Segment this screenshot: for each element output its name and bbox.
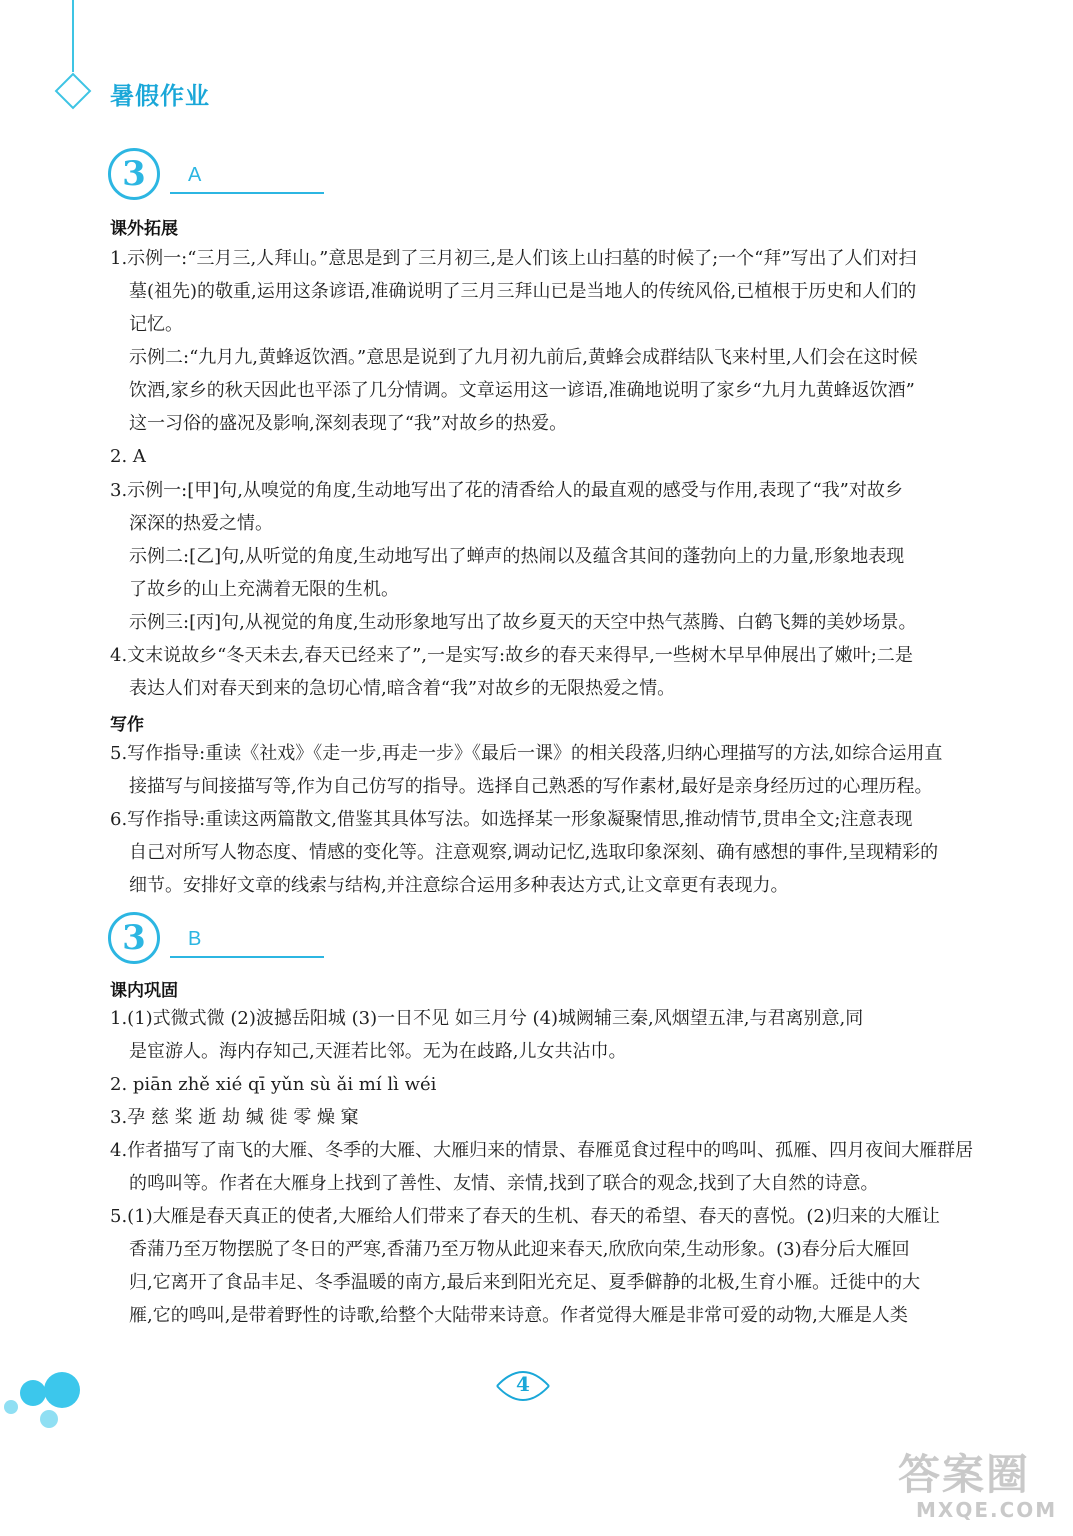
section-number-circle — [108, 912, 160, 964]
page-number: 4 — [516, 1372, 530, 1396]
text-line: 饮酒,家乡的秋天因此也平添了几分情调。文章运用这一谚语,准确地说明了家乡“九月九黄蜂返饮酒” — [129, 380, 915, 401]
text-line: 记忆。 — [129, 314, 183, 335]
header-vertical-line — [72, 0, 74, 72]
text-line: 表达人们对春天到来的急切心情,暗含着“我”对故乡的无限热爱之情。 — [129, 678, 676, 699]
section-underline — [170, 192, 324, 194]
text-line: 示例二:“九月九,黄蜂返饮酒。”意思是说到了九月初九前后,黄蜂会成群结队飞来村里,人们会在这时候 — [129, 347, 918, 368]
text-line: 了故乡的山上充满着无限的生机。 — [129, 579, 399, 600]
watermark-small: MXQE.COM — [916, 1498, 1058, 1522]
subhead-kewai: 课外拓展 — [110, 219, 178, 239]
text-line: 深深的热爱之情。 — [129, 513, 273, 534]
text-line: 5.(1)大雁是春天真正的使者,大雁给人们带来了春天的生机、春天的希望、春天的喜悦。(2)归来的大雁让 — [110, 1206, 940, 1227]
section-letter: A — [188, 164, 202, 186]
text-line: 接描写与间接描写等,作为自己仿写的指导。选择自己熟悉的写作素材,最好是亲身经历过的心理历程。 — [129, 776, 933, 797]
section-number-circle — [108, 148, 160, 200]
text-line: 4.作者描写了南飞的大雁、冬季的大雁、大雁归来的情景、春雁觅食过程中的鸣叫、孤雁、四月夜间大雁群居 — [110, 1140, 974, 1161]
text-line: 示例三:[丙]句,从视觉的角度,生动形象地写出了故乡夏天的天空中热气蒸腾、白鹤飞舞的美妙场景。 — [129, 612, 917, 633]
text-line: 细节。安排好文章的线索与结构,并注意综合运用多种表达方式,让文章更有表现力。 — [129, 875, 789, 896]
text-line: 雁,它的鸣叫,是带着野性的诗歌,给整个大陆带来诗意。作者觉得大雁是非常可爱的动物,大雁是人类 — [129, 1305, 908, 1326]
text-line: 5.写作指导:重读《社戏》《走一步,再走一步》《最后一课》的相关段落,归纳心理描写的方法,如综合运用直 — [110, 743, 943, 764]
text-line: 示例二:[乙]句,从听觉的角度,生动地写出了蝉声的热闹以及蕴含其间的蓬勃向上的力量,形象地表现 — [129, 546, 905, 567]
text-line: 香蒲乃至万物摆脱了冬日的严寒,香蒲乃至万物从此迎来春天,欣欣向荣,生动形象。(3)春分后大雁回 — [129, 1239, 910, 1260]
text-line: 这一习俗的盛况及影响,深刻表现了“我”对故乡的热爱。 — [129, 413, 568, 434]
text-line: 的鸣叫等。作者在大雁身上找到了善性、友情、亲情,找到了联合的观念,找到了大自然的诗意。 — [129, 1173, 879, 1194]
header-title: 暑假作业 — [110, 82, 210, 110]
text-line: 是宦游人。海内存知己,天涯若比邻。无为在歧路,儿女共沾巾。 — [129, 1041, 627, 1062]
section-number: 3 — [122, 918, 146, 958]
text-line: 2. A — [110, 446, 146, 467]
text-line: 4.文末说故乡“冬天未去,春天已经来了”,一是实写:故乡的春天来得早,一些树木早早伸展出了嫩叶;二是 — [110, 645, 913, 666]
text-line: 自己对所写人物态度、情感的变化等。注意观察,调动记忆,选取印象深刻、确有感想的事件,呈现精彩的 — [129, 842, 939, 863]
text-line: 2. piān zhě xié qī yǔn sù ǎi mí lì wéi — [110, 1074, 437, 1095]
decor-blob — [20, 1380, 46, 1406]
decor-blob — [4, 1400, 18, 1414]
section-number: 3 — [122, 154, 146, 194]
text-line: 归,它离开了食品丰足、冬季温暖的南方,最后来到阳光充足、夏季僻静的北极,生育小雁。迁徙中的大 — [129, 1272, 921, 1293]
decor-blob — [40, 1410, 58, 1428]
page-number-box — [493, 1364, 553, 1408]
text-line: 3.示例一:[甲]句,从嗅觉的角度,生动地写出了花的清香给人的最直观的感受与作用,表现了“我”对故乡 — [110, 480, 903, 501]
text-line: 6.写作指导:重读这两篇散文,借鉴其具体写法。如选择某一形象凝聚情思,推动情节,贯串全文;注意表现 — [110, 809, 913, 830]
watermark-big: 答案圈 — [898, 1450, 1031, 1499]
text-line: 3.孕 慈 桨 逝 劫 缄 徙 零 燥 窠 — [110, 1107, 359, 1128]
text-line: 1.(1)式微式微 (2)波撼岳阳城 (3)一日不见 如三月兮 (4)城阙辅三秦,风烟望五津,与君离别意,同 — [110, 1008, 864, 1029]
subhead-kenei: 课内巩固 — [110, 981, 178, 1001]
subhead-xiezuo: 写作 — [110, 715, 144, 735]
section-letter: B — [188, 928, 202, 950]
watermark — [880, 1440, 1070, 1530]
decor-blob — [44, 1372, 80, 1408]
text-line: 1.示例一:“三月三,人拜山。”意思是到了三月初三,是人们该上山扫墓的时候了;一个“拜”写出了人们对扫 — [110, 248, 917, 269]
section-underline — [170, 956, 324, 958]
header-diamond-icon — [55, 73, 92, 110]
text-line: 墓(祖先)的敬重,运用这条谚语,准确说明了三月三拜山已是当地人的传统风俗,已植根于历史和人们的 — [129, 281, 917, 302]
